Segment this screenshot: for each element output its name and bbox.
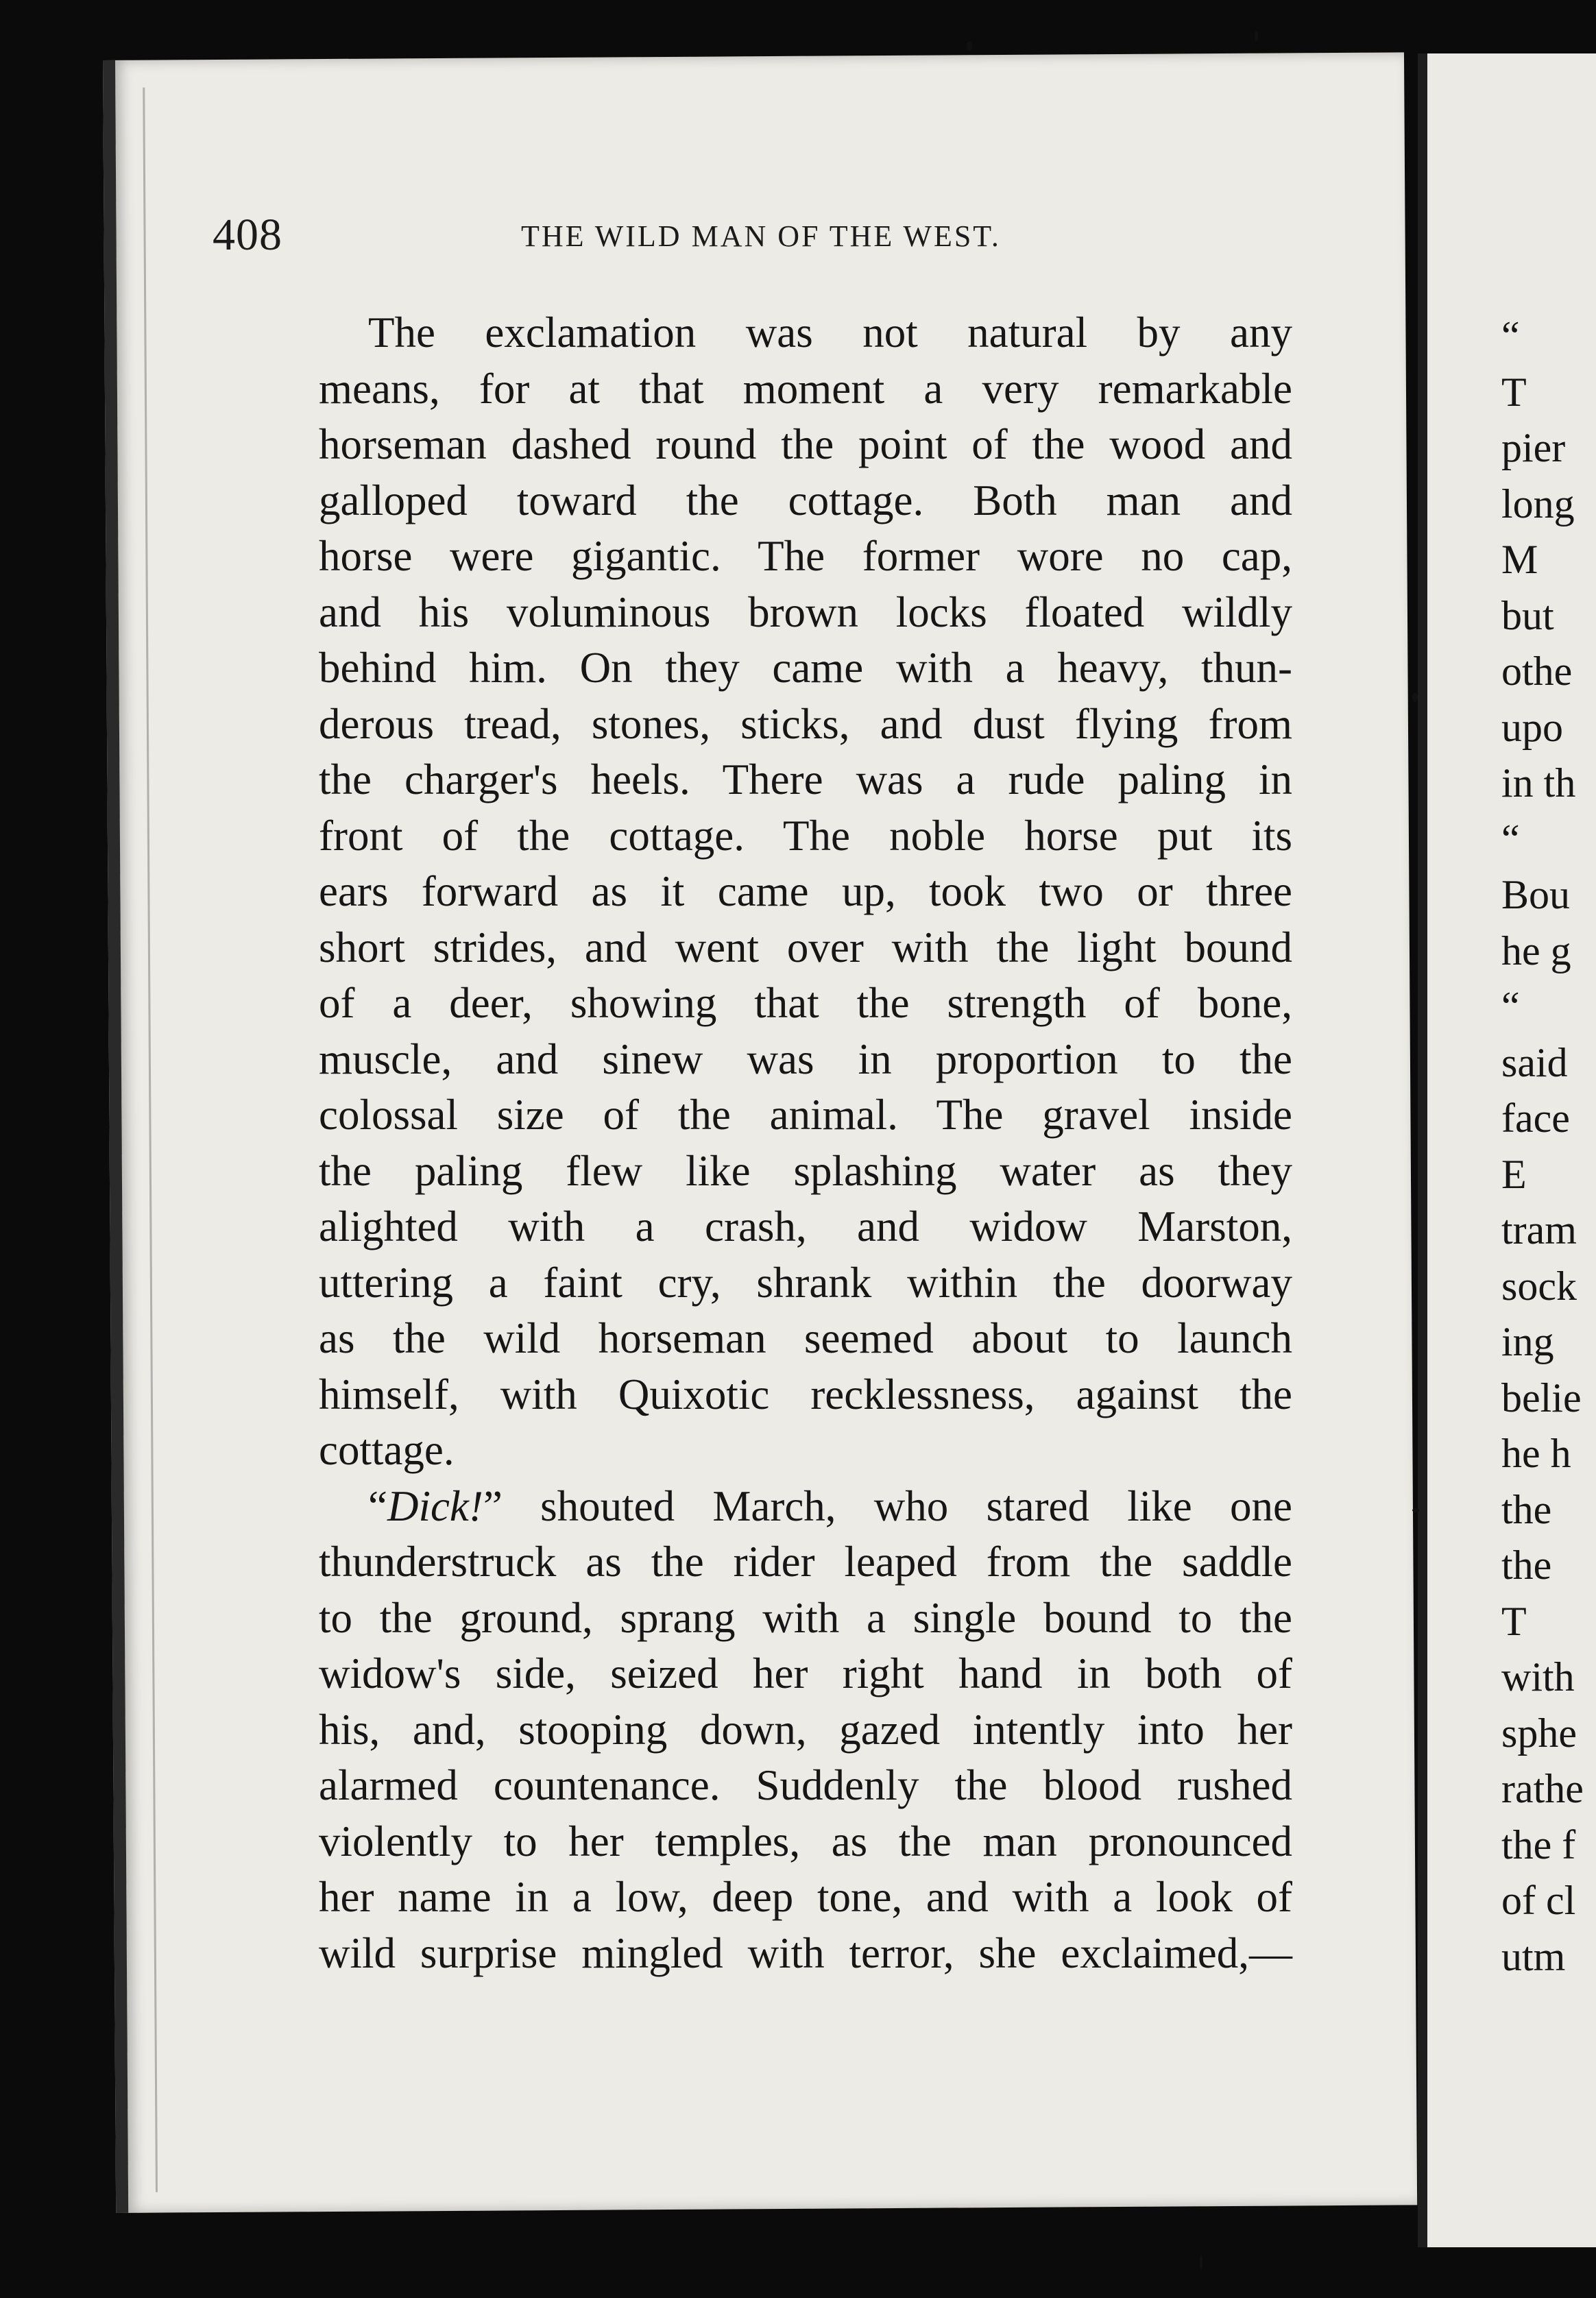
next-line-fragment: belie xyxy=(1501,1375,1582,1420)
text-line: the paling flew like splashing water as they xyxy=(319,1146,1292,1195)
next-line-fragment: long xyxy=(1501,481,1575,527)
text-line: his, and, stooping down, gazed intently into her xyxy=(319,1705,1292,1754)
text-line: her name in a low, deep tone, and with a look of xyxy=(319,1873,1292,1921)
next-line-fragment: of cl xyxy=(1501,1878,1576,1923)
text-line: means, for at that moment a very remarkable xyxy=(319,364,1292,413)
scan-speck xyxy=(1412,692,1418,702)
text-line: of a deer, showing that the strength of bone, xyxy=(319,979,1292,1027)
text-line: horse were gigantic. The former wore no cap, xyxy=(319,532,1292,580)
text-line: colossal size of the animal. The gravel inside xyxy=(319,1091,1292,1139)
text-line: behind him. On they came with a heavy, thun- xyxy=(319,644,1292,692)
next-line-fragment: he h xyxy=(1501,1431,1571,1476)
text-line: short strides, and went over with the light bound xyxy=(319,923,1292,971)
open-quote: “ xyxy=(368,1481,387,1530)
text-line: widow's side, seized her right hand in both of xyxy=(319,1649,1292,1697)
body-text xyxy=(319,305,1292,1981)
next-line-fragment: E xyxy=(1501,1151,1527,1197)
running-head: THE WILD MAN OF THE WEST. xyxy=(521,219,1001,253)
dialogue-line xyxy=(319,1479,1292,1535)
next-line-fragment: T xyxy=(1501,1598,1527,1644)
next-line-fragment: othe xyxy=(1501,649,1573,694)
dick-exclamation: Dick! xyxy=(387,1481,483,1530)
next-line-fragment: utm xyxy=(1501,1933,1566,1979)
scan-speck xyxy=(1200,2255,1202,2269)
text-line: as the wild horseman seemed about to launch xyxy=(319,1314,1292,1362)
text-line: alighted with a crash, and widow Marston, xyxy=(319,1202,1292,1250)
next-line-fragment: the xyxy=(1501,1543,1552,1588)
next-line-fragment: pier xyxy=(1501,425,1566,470)
next-line-fragment: rathe xyxy=(1501,1766,1584,1811)
scan-speck xyxy=(967,41,972,51)
text-line: alarmed countenance. Suddenly the blood rushed xyxy=(319,1761,1292,1809)
next-line-fragment: he g xyxy=(1501,928,1571,973)
next-line-fragment: face xyxy=(1501,1096,1570,1141)
page-header xyxy=(213,209,1172,264)
next-line-fragment: “ xyxy=(1501,816,1520,862)
text-line: horseman dashed round the point of the wood and xyxy=(319,420,1292,468)
dialogue-rest: ” shouted March, who stared like one xyxy=(483,1481,1292,1530)
next-line-fragment: the f xyxy=(1501,1822,1576,1867)
next-line-fragment: ing xyxy=(1501,1319,1554,1364)
next-line-fragment: Bou xyxy=(1501,872,1571,917)
scan-speck xyxy=(1412,1508,1419,1512)
scan-speck xyxy=(1255,31,1258,42)
next-line-fragment: sock xyxy=(1501,1263,1577,1309)
next-line-fragment: the xyxy=(1501,1486,1552,1532)
next-page-text xyxy=(1501,309,1584,1985)
next-line-fragment: upo xyxy=(1501,704,1563,750)
text-line: himself, with Quixotic recklessness, against the xyxy=(319,1370,1292,1418)
next-line-fragment: “ xyxy=(1501,984,1520,1029)
text-line: the charger's heels. There was a rude paling in xyxy=(319,755,1292,803)
next-line-fragment: in th xyxy=(1501,760,1576,806)
text-line: muscle, and sinew was in proportion to the xyxy=(319,1035,1292,1083)
text-line: derous tread, stones, sticks, and dust flying from xyxy=(319,699,1292,748)
text-line: and his voluminous brown locks floated wildly xyxy=(319,588,1292,636)
text-line: wild surprise mingled with terror, she exclaimed,— xyxy=(319,1928,1292,1977)
text-line: cottage. xyxy=(319,1426,455,1474)
next-line-fragment: “ xyxy=(1501,313,1520,359)
next-line-fragment: but xyxy=(1501,592,1554,638)
next-line-fragment: sphe xyxy=(1501,1710,1577,1756)
page-number: 408 xyxy=(213,210,282,260)
text-line: The exclamation was not natural by any xyxy=(368,309,1292,356)
text-line: thunderstruck as the rider leaped from the saddle xyxy=(319,1538,1292,1586)
text-line: uttering a faint cry, shrank within the doorway xyxy=(319,1258,1292,1307)
text-line: front of the cottage. The noble horse put its xyxy=(319,811,1292,860)
next-line-fragment: M xyxy=(1501,537,1538,582)
text-line: violently to her temples, as the man pronounced xyxy=(319,1817,1292,1865)
text-line: to the ground, sprang with a single bound to the xyxy=(319,1593,1292,1642)
next-line-fragment: with xyxy=(1501,1654,1575,1700)
next-line-fragment: T xyxy=(1501,369,1527,415)
next-line-fragment: said xyxy=(1501,1039,1568,1085)
next-line-fragment: tram xyxy=(1501,1207,1577,1253)
text-line: ears forward as it came up, took two or three xyxy=(319,867,1292,915)
text-line: galloped toward the cottage. Both man and xyxy=(319,476,1292,524)
